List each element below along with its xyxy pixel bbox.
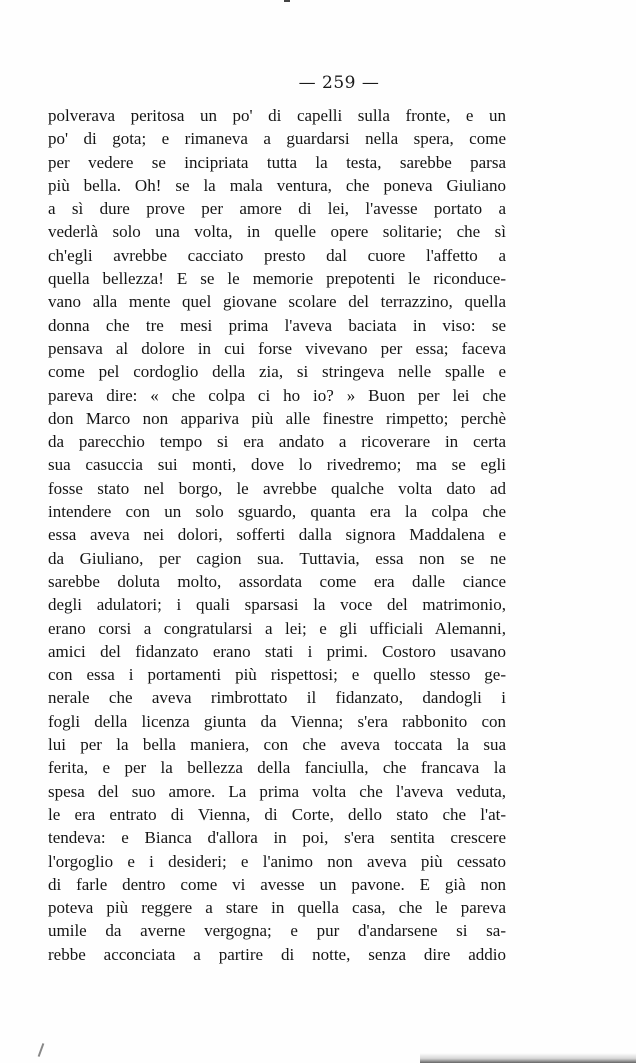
- text-line: umile da averne vergogna; e pur d'andarsene si sa-: [48, 921, 506, 941]
- body-text: [48, 104, 506, 966]
- text-line: come pel cordoglio della zia, si stringeva nelle spalle e: [48, 362, 506, 382]
- text-line: essa aveva nei dolori, sofferti dalla signora Maddalena e: [48, 525, 506, 545]
- text-line: rebbe acconciata a partire di notte, senza dire addio: [48, 944, 506, 964]
- text-line: da parecchio tempo si era andato a ricoverare in certa: [48, 432, 506, 452]
- page-edge-shadow: [420, 1053, 636, 1063]
- text-line: fosse stato nel borgo, le avrebbe qualche volta dato ad: [48, 478, 506, 498]
- text-line: con essa i portamenti più rispettosi; e quello stesso ge-: [48, 665, 506, 685]
- text-line: intendere con un solo sguardo, quanta era la colpa che: [48, 502, 506, 522]
- text-line: a sì dure prove per amore di lei, l'avesse portato a: [48, 199, 506, 219]
- text-line: vano alla mente quel giovane scolare del terrazzino, quella: [48, 292, 506, 312]
- text-line: degli adulatori; i quali sparsasi la voce del matrimonio,: [48, 595, 506, 615]
- text-line: pensava al dolore in cui forse vivevano per essa; faceva: [48, 338, 506, 358]
- text-line: sua casuccia sui monti, dove lo rivedremo; ma se egli: [48, 455, 506, 475]
- text-line: da Giuliano, per cagion sua. Tuttavia, essa non se ne: [48, 548, 506, 568]
- text-line: lui per la bella maniera, con che aveva toccata la sua: [48, 735, 506, 755]
- text-line: pareva dire: « che colpa ci ho io? » Buon per lei che: [48, 385, 506, 405]
- text-line: sarebbe doluta molto, assordata come era dalle ciance: [48, 571, 506, 591]
- text-line: erano corsi a congratularsi a lei; e gli ufficiali Alemanni,: [48, 618, 506, 638]
- text-line: amici del fidanzato erano stati i primi. Costoro usavano: [48, 641, 506, 661]
- text-line: spesa del suo amore. La prima volta che l'aveva veduta,: [48, 781, 506, 801]
- text-line: l'orgoglio e i desideri; e l'animo non aveva più cessato: [48, 851, 506, 871]
- text-line: ferita, e per la bellezza della fanciulla, che francava la: [48, 758, 506, 778]
- text-line: nerale che aveva rimbrottato il fidanzato, dandogli i: [48, 688, 506, 708]
- text-line: don Marco non appariva più alle finestre rimpetto; perchè: [48, 408, 506, 428]
- scan-mark: [284, 0, 290, 2]
- text-line: polverava peritosa un po' di capelli sulla fronte, e un: [48, 106, 506, 125]
- page-number: — 259 —: [298, 73, 380, 93]
- text-line: fogli della licenza giunta da Vienna; s'era rabbonito con: [48, 711, 506, 731]
- text-line: donna che tre mesi prima l'aveva baciata in viso: se: [48, 315, 506, 335]
- text-line: più bella. Oh! se la mala ventura, che poneva Giuliano: [48, 175, 506, 195]
- text-line: per vedere se incipriata tutta la testa, sarebbe parsa: [48, 152, 506, 172]
- text-line: vederlà solo una volta, in quelle opere solitarie; che sì: [48, 222, 506, 242]
- text-line: quella bellezza! E se le memorie prepotenti le riconduce-: [48, 269, 506, 289]
- text-line: ch'egli avrebbe cacciato presto dal cuore l'affetto a: [48, 245, 506, 265]
- scan-mark: [38, 1043, 45, 1057]
- text-line: po' di gota; e rimaneva a guardarsi nella spera, come: [48, 129, 506, 149]
- text-line: le era entrato di Vienna, di Corte, dello stato che l'at-: [48, 804, 506, 824]
- text-line: tendeva: e Bianca d'allora in poi, s'era sentita crescere: [48, 828, 506, 848]
- text-line: di farle dentro come vi avesse un pavone. E già non: [48, 874, 506, 894]
- text-line: poteva più reggere a stare in quella casa, che le pareva: [48, 898, 506, 918]
